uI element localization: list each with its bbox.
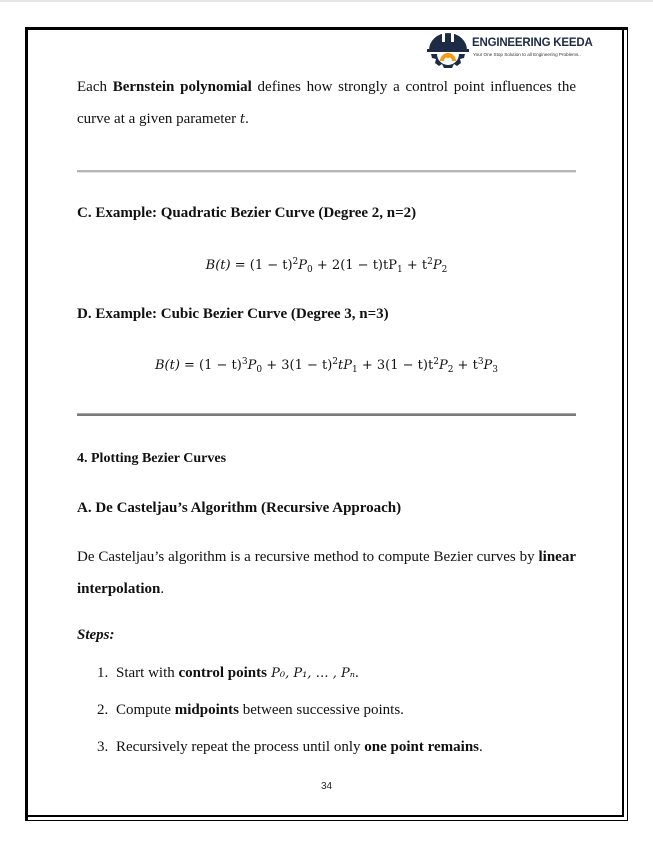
- eq-exponent: 2: [433, 357, 439, 367]
- eq-subscript: 0: [256, 365, 263, 375]
- eq-point: P: [298, 258, 308, 273]
- eq-term: + 2(1 − t)tP: [312, 258, 397, 273]
- page-border-inner: [25, 27, 624, 817]
- page-number: 34: [320, 781, 333, 792]
- gear-helmet-icon: [425, 30, 471, 72]
- eq-subscript: 0: [307, 265, 313, 275]
- bernstein-term: Bernstein polynomial: [112, 79, 252, 95]
- para-text-end: .: [160, 581, 165, 597]
- de-casteljau-heading: A. De Casteljau’s Algorithm (Recursive Approach): [77, 500, 402, 516]
- section-c-heading: C. Example: Quadratic Bezier Curve (Degree 2, n=2): [77, 205, 417, 221]
- section-divider-double: [77, 413, 576, 416]
- step-item: [97, 702, 404, 719]
- eq-term: (1 − t): [249, 258, 293, 273]
- eq-subscript: 2: [441, 265, 448, 275]
- eq-term: + 3(1 − t)t: [357, 358, 434, 373]
- eq-exponent: 2: [292, 257, 299, 267]
- section-d-heading: D. Example: Cubic Bezier Curve (Degree 3, n=3): [77, 306, 389, 322]
- eq-point: tP: [338, 358, 353, 373]
- eq-exponent: 3: [241, 357, 248, 367]
- eq-point: P: [438, 358, 448, 373]
- step-number: 2.: [97, 702, 109, 718]
- eq-point: P: [432, 258, 442, 273]
- eq-term: + t: [453, 358, 478, 373]
- step-item: [97, 739, 483, 756]
- eq-lhs: B(t) =: [205, 258, 250, 273]
- step-text: Start with: [116, 665, 179, 681]
- step-bold: midpoints: [174, 702, 239, 718]
- intro-text: Each: [77, 79, 113, 95]
- eq-exponent: 3: [477, 357, 484, 367]
- step-text-end: .: [354, 665, 359, 681]
- step-number: 3.: [97, 739, 109, 755]
- steps-label: Steps:: [77, 627, 115, 643]
- eq-subscript: 1: [352, 365, 358, 375]
- eq-point: P: [247, 358, 257, 373]
- eq-exponent: 2: [332, 357, 339, 367]
- step-number: 1.: [97, 665, 109, 681]
- para-text: De Casteljau’s algorithm is a recursive method to compute Bezier curves by: [77, 549, 539, 565]
- logo-title: ENGINEERING KEEDA: [472, 37, 593, 49]
- intro-text-middle: defines how strongly a control point influences the curve at a given parameter: [77, 79, 576, 127]
- step-math: P₀, P₁, … , Pₙ: [266, 666, 355, 681]
- step-bold: control points: [178, 665, 267, 681]
- eq-subscript: 2: [447, 365, 454, 375]
- eq-subscript: 3: [492, 365, 499, 375]
- viewer-top-edge: [0, 0, 653, 2]
- step-text: Recursively repeat the process until only: [116, 739, 365, 755]
- engineering-keeda-logo: [425, 30, 625, 72]
- step-bold: one point remains: [364, 739, 479, 755]
- intro-text-end: .: [245, 111, 249, 127]
- intro-paragraph: [77, 71, 576, 136]
- t-variable: t: [239, 112, 246, 127]
- eq-lhs: B(t) =: [154, 358, 200, 373]
- quadratic-bezier-equation: [77, 257, 576, 275]
- step-text: Compute: [116, 702, 175, 718]
- eq-point: P: [483, 358, 493, 373]
- eq-subscript: 1: [396, 265, 403, 275]
- eq-exponent: 2: [427, 257, 433, 267]
- eq-term: (1 − t): [199, 358, 242, 373]
- section-divider: [77, 170, 576, 173]
- linear-interpolation-term: linear interpolation: [77, 549, 576, 597]
- logo-tagline: Your One Stop Solution to all Engineering Problems..: [473, 52, 581, 57]
- step-text-end: between successive points.: [238, 702, 404, 718]
- de-casteljau-paragraph: [77, 541, 576, 605]
- section-4-heading: 4. Plotting Bezier Curves: [77, 451, 227, 466]
- cubic-bezier-equation: [77, 357, 576, 375]
- eq-term: + 3(1 − t): [262, 358, 333, 373]
- step-text-end: .: [479, 739, 483, 755]
- eq-term: + t: [402, 258, 428, 273]
- step-item: [97, 665, 359, 682]
